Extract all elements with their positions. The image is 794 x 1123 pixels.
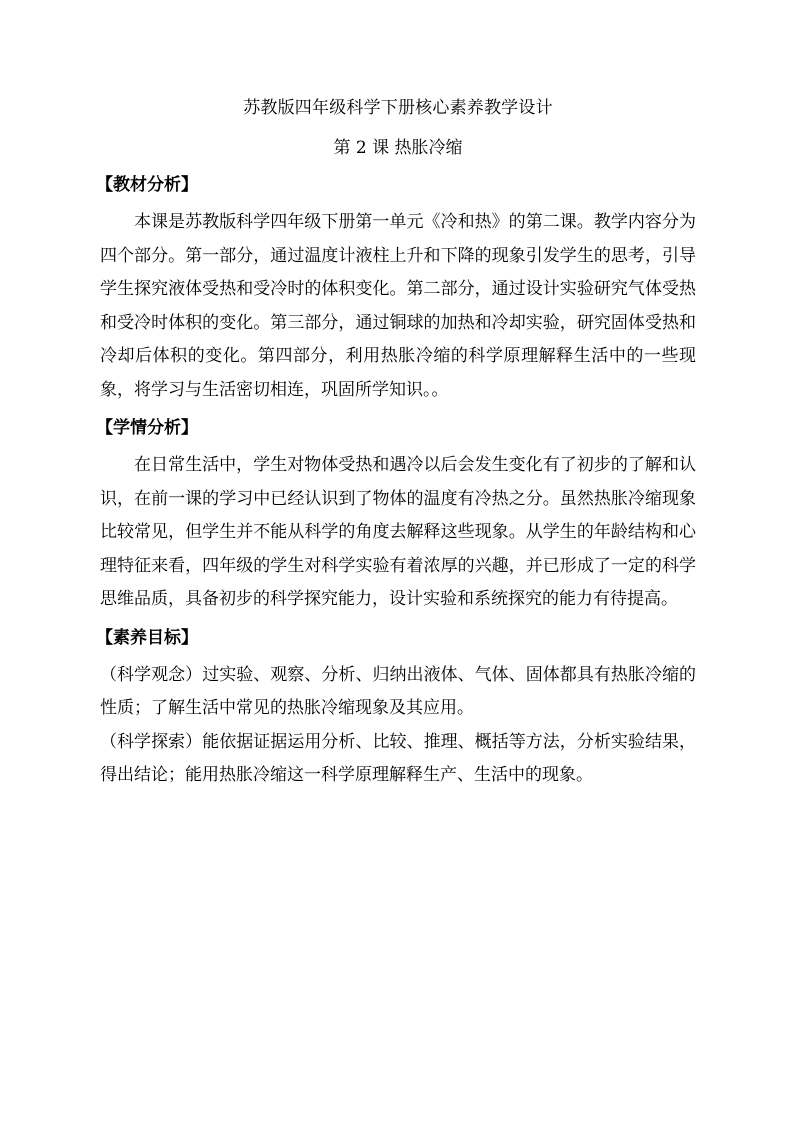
- goal-text: 过实验、观察、分析、归纳出液体、气体、固体都具有热胀冷缩的性质；了解生活中常见的热胀冷缩现象及其应用。: [100, 664, 697, 718]
- document-page: [96, 96, 697, 793]
- goal-text: 能依据证据运用分析、比较、推理、概括等方法，分析实验结果，得出结论；能用热胀冷缩这一科学原理解释生产、生活中的现象。: [100, 731, 697, 785]
- lesson-title: 第 2 课 热胀冷缩: [333, 138, 463, 158]
- goal-item-science-exploration: [100, 726, 696, 793]
- goal-item-science-concept: [100, 659, 696, 726]
- section-heading-material-analysis: 【教材分析】: [96, 175, 198, 195]
- material-analysis-paragraph: 本课是苏教版科学四年级下册第一单元《冷和热》的第二课。教学内容分为四个部分。第一部分，通过温度计液柱上升和下降的现象引发学生的思考，引导学生探究液体受热和受冷时的体积变化。第二部分，通过设计实验研究气体受热和受冷时体积的变化。第三部分，通过铜球的加热和冷却实验，研究固体受热和冷却后体积的变化。第四部分，利用热胀冷缩的科学原理解释生活中的一些现象，将学习与生活密切相连，巩固所学知识。。: [100, 212, 696, 400]
- section-heading-student-analysis: 【学情分析】: [96, 418, 198, 438]
- goal-tag: （科学观念）: [100, 664, 203, 685]
- document-title: 苏教版四年级科学下册核心素养教学设计: [243, 98, 553, 118]
- section-heading-literacy-goals: 【素养目标】: [96, 627, 198, 648]
- student-analysis-paragraph: 在日常生活中，学生对物体受热和遇冷以后会发生变化有了初步的了解和认识，在前一课的学习中已经认识到了物体的温度有冷热之分。虽然热胀冷缩现象比较常见，但学生并不能从科学的角度去解释这些现象。从学生的年龄结构和心理特征来看，四年级的学生对科学实验有着浓厚的兴趣，并已形成了一定的科学思维品质，具备初步的科学探究能力，设计实验和系统探究的能力有待提高。: [100, 455, 696, 609]
- goal-tag: （科学探索）: [100, 731, 203, 752]
